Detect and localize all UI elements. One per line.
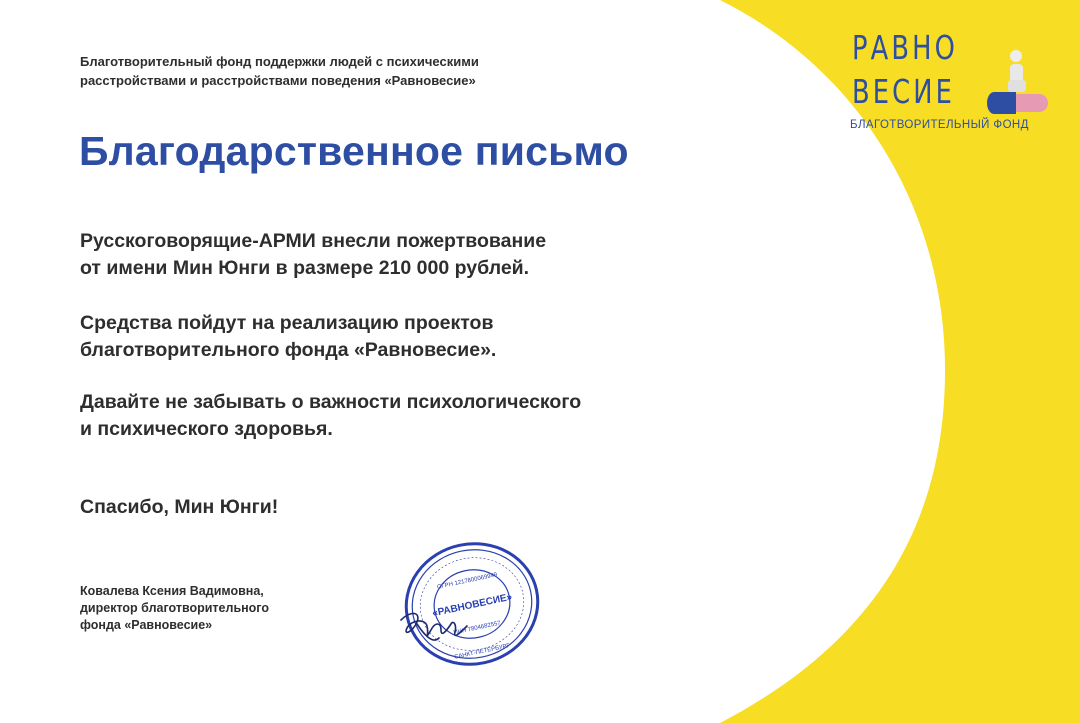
stamp-center-text: «РАВНОВЕСИЕ» [431,591,514,620]
balance-figure-icon [982,48,1057,118]
org-line-2: расстройствами и расстройствами поведения «Равновесие» [80,73,476,88]
logo-text-line-1: РАВНО [852,28,959,67]
paragraph-line: Русскоговорящие-АРМИ внесли пожертвование [80,230,547,252]
paragraph-line: Средства пойдут на реализацию проектов [80,312,494,334]
foundation-logo [842,22,1062,142]
signer-position-2: фонда «Равновесие» [80,618,213,632]
org-line-1: Благотворительный фонд поддержки людей с психическими [80,54,479,69]
paragraph-donation [80,228,740,282]
logo-subtitle: БЛАГОТВОРИТЕЛЬНЫЙ ФОНД [850,119,1029,131]
signer-name: Ковалева Ксения Вадимовна, [80,584,264,598]
paragraph-health [80,389,740,443]
organization-description [80,52,640,90]
signer-block [80,583,380,634]
signer-position-1: директор благотворительного [80,601,269,615]
stamp-city-text: САНКТ-ПЕТЕРБУРГ [453,643,511,661]
paragraph-funds [80,310,740,364]
letter-title: Благодарственное письмо [79,128,629,174]
stamp-ogrn-text: ОГРН 1217800069949 [436,572,498,591]
logo-text-line-2: ВЕСИЕ [852,72,956,111]
thanks-line: Спасибо, Мин Юнги! [80,496,279,518]
stamp-inn-text: ИНН 7804682557 [453,620,502,637]
paragraph-line: Давайте не забывать о важности психологического [80,391,582,413]
handwritten-signature [395,600,505,660]
paragraph-line: и психического здоровья. [80,418,333,440]
paragraph-line: благотворительного фонда «Равновесие». [80,339,497,361]
paragraph-line: от имени Мин Юнги в размере 210 000 рублей. [80,257,530,279]
